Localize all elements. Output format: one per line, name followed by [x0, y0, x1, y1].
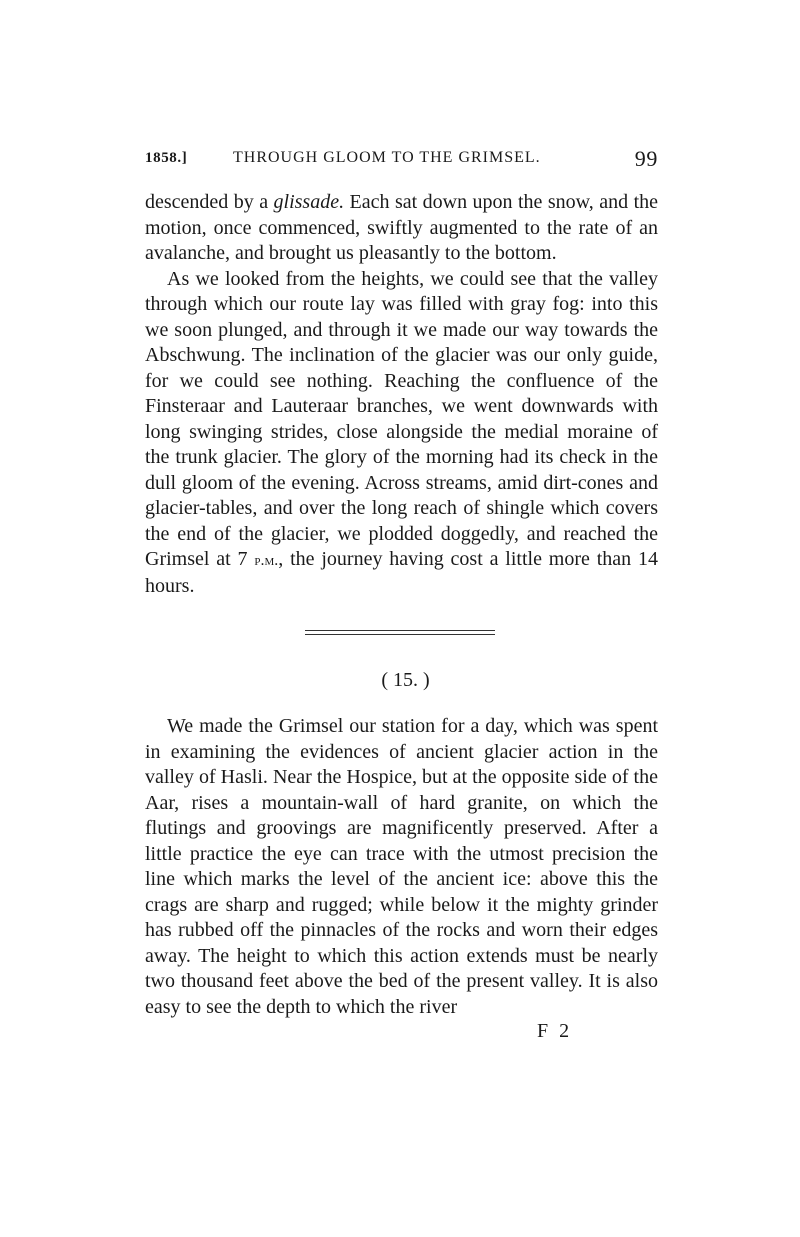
signature-mark: [145, 1020, 658, 1046]
paragraph1-lead: descended by a: [145, 191, 274, 213]
divider-line-bottom: [305, 634, 495, 635]
paragraph1-rest: Each sat down upon the snow, and the motion, once commenced, swiftly augmented to the rate of an avalanche, and brought us pleasantly to the bottom.: [145, 191, 658, 264]
section-divider: [305, 630, 495, 636]
signature-text: F 2: [537, 1020, 573, 1042]
paragraph2-part2: , the journey having cost a little more than 14 hours.: [145, 548, 658, 597]
book-page: [145, 148, 658, 1046]
divider-line-top: [305, 630, 495, 631]
paragraph-continuation: [145, 190, 658, 267]
paragraph1-italic-term: glissade.: [273, 191, 345, 213]
page-number: 99: [634, 146, 658, 171]
paragraph-descent: [145, 267, 658, 600]
paragraph-grimsel: We made the Grimsel our station for a day, which was spent in examining the evidences of ancient glacier action in the valley of Hasli. Near the Hospice, but at the opposite side of the Aar, rises a mountain-wall of hard granite, on which the flutings and groovings are magnificently preserved. After a little practice the eye can trace with the utmost precision the line which marks the level of the ancient ice: above this the crags are sharp and rugged; while below it the mighty grinder has rubbed off the pinnacles of the rocks and worn their edges away. The height to which this action extends must be nearly two thousand feet above the bed of the present valley. It is also easy to see the depth to which the river: [145, 715, 658, 1018]
paragraph2-time-abbrev: p.m.: [254, 552, 279, 569]
header-title: THROUGH GLOOM TO THE GRIMSEL.: [233, 149, 541, 166]
running-head: [145, 148, 658, 174]
section-number: ( 15. ): [381, 669, 430, 691]
paragraph2-part1: As we looked from the heights, we could see that the valley through which our route lay was filled with gray fog: into this we soon plunged, and through it we made our way towards the Abschwung. The inclination of the glacier was our only guide, for we could see nothing. Reaching the confluence of the Finsteraar and Lauteraar branches, we went downwards with long swinging strides, close alongside the medial moraine of the trunk glacier. The glory of the morning had its check in the dull gloom of the evening. Across streams, amid dirt-cones and glacier-tables, and over the long reach of shingle which covers the end of the glacier, we plodded doggedly, and reached the Grimsel at 7: [145, 267, 658, 570]
header-year: 1858.]: [145, 150, 188, 166]
